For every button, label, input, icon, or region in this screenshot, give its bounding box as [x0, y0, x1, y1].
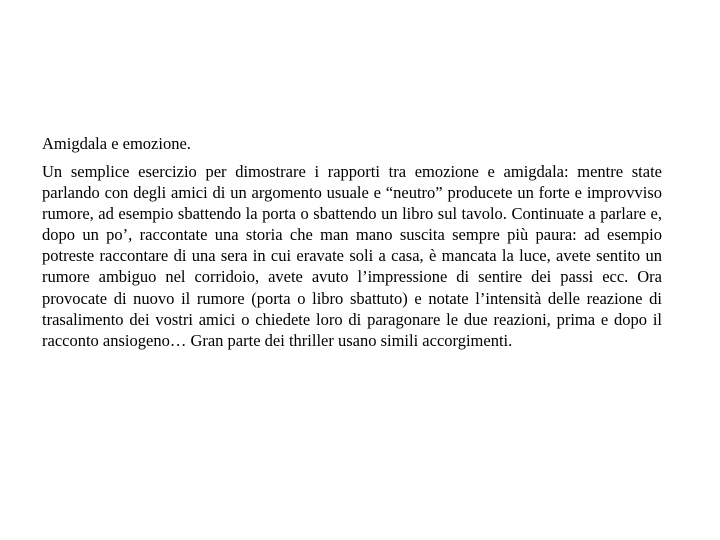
document-paragraph: Un semplice esercizio per dimostrare i rapporti tra emozione e amigdala: mentre state parlando con degli amici di un argomento usuale e “neutro” producete un forte e improvviso rumore, ad esempio sbattendo la porta o sbattendo un libro sul tavolo. Continuate a parlare e, dopo un po’, raccontate una storia che man mano suscita sempre più paura: ad esempio potreste raccontare di una sera in cui eravate soli a casa, è mancata la luce, avete sentito un rumore ambiguo nel corridoio, avete avuto l’impressione di sentire dei passi ecc. Ora provocate di nuovo il rumore (porta o libro sbattuto) e notate l’intensità delle reazione di trasalimento dei vostri amici o chiedete loro di paragonare le due reazioni, prima e dopo il racconto ansiogeno… Gran parte dei thriller usano simili accorgimenti. — [42, 162, 662, 350]
document-heading: Amigdala e emozione. — [42, 134, 191, 153]
slide-content — [42, 133, 662, 351]
